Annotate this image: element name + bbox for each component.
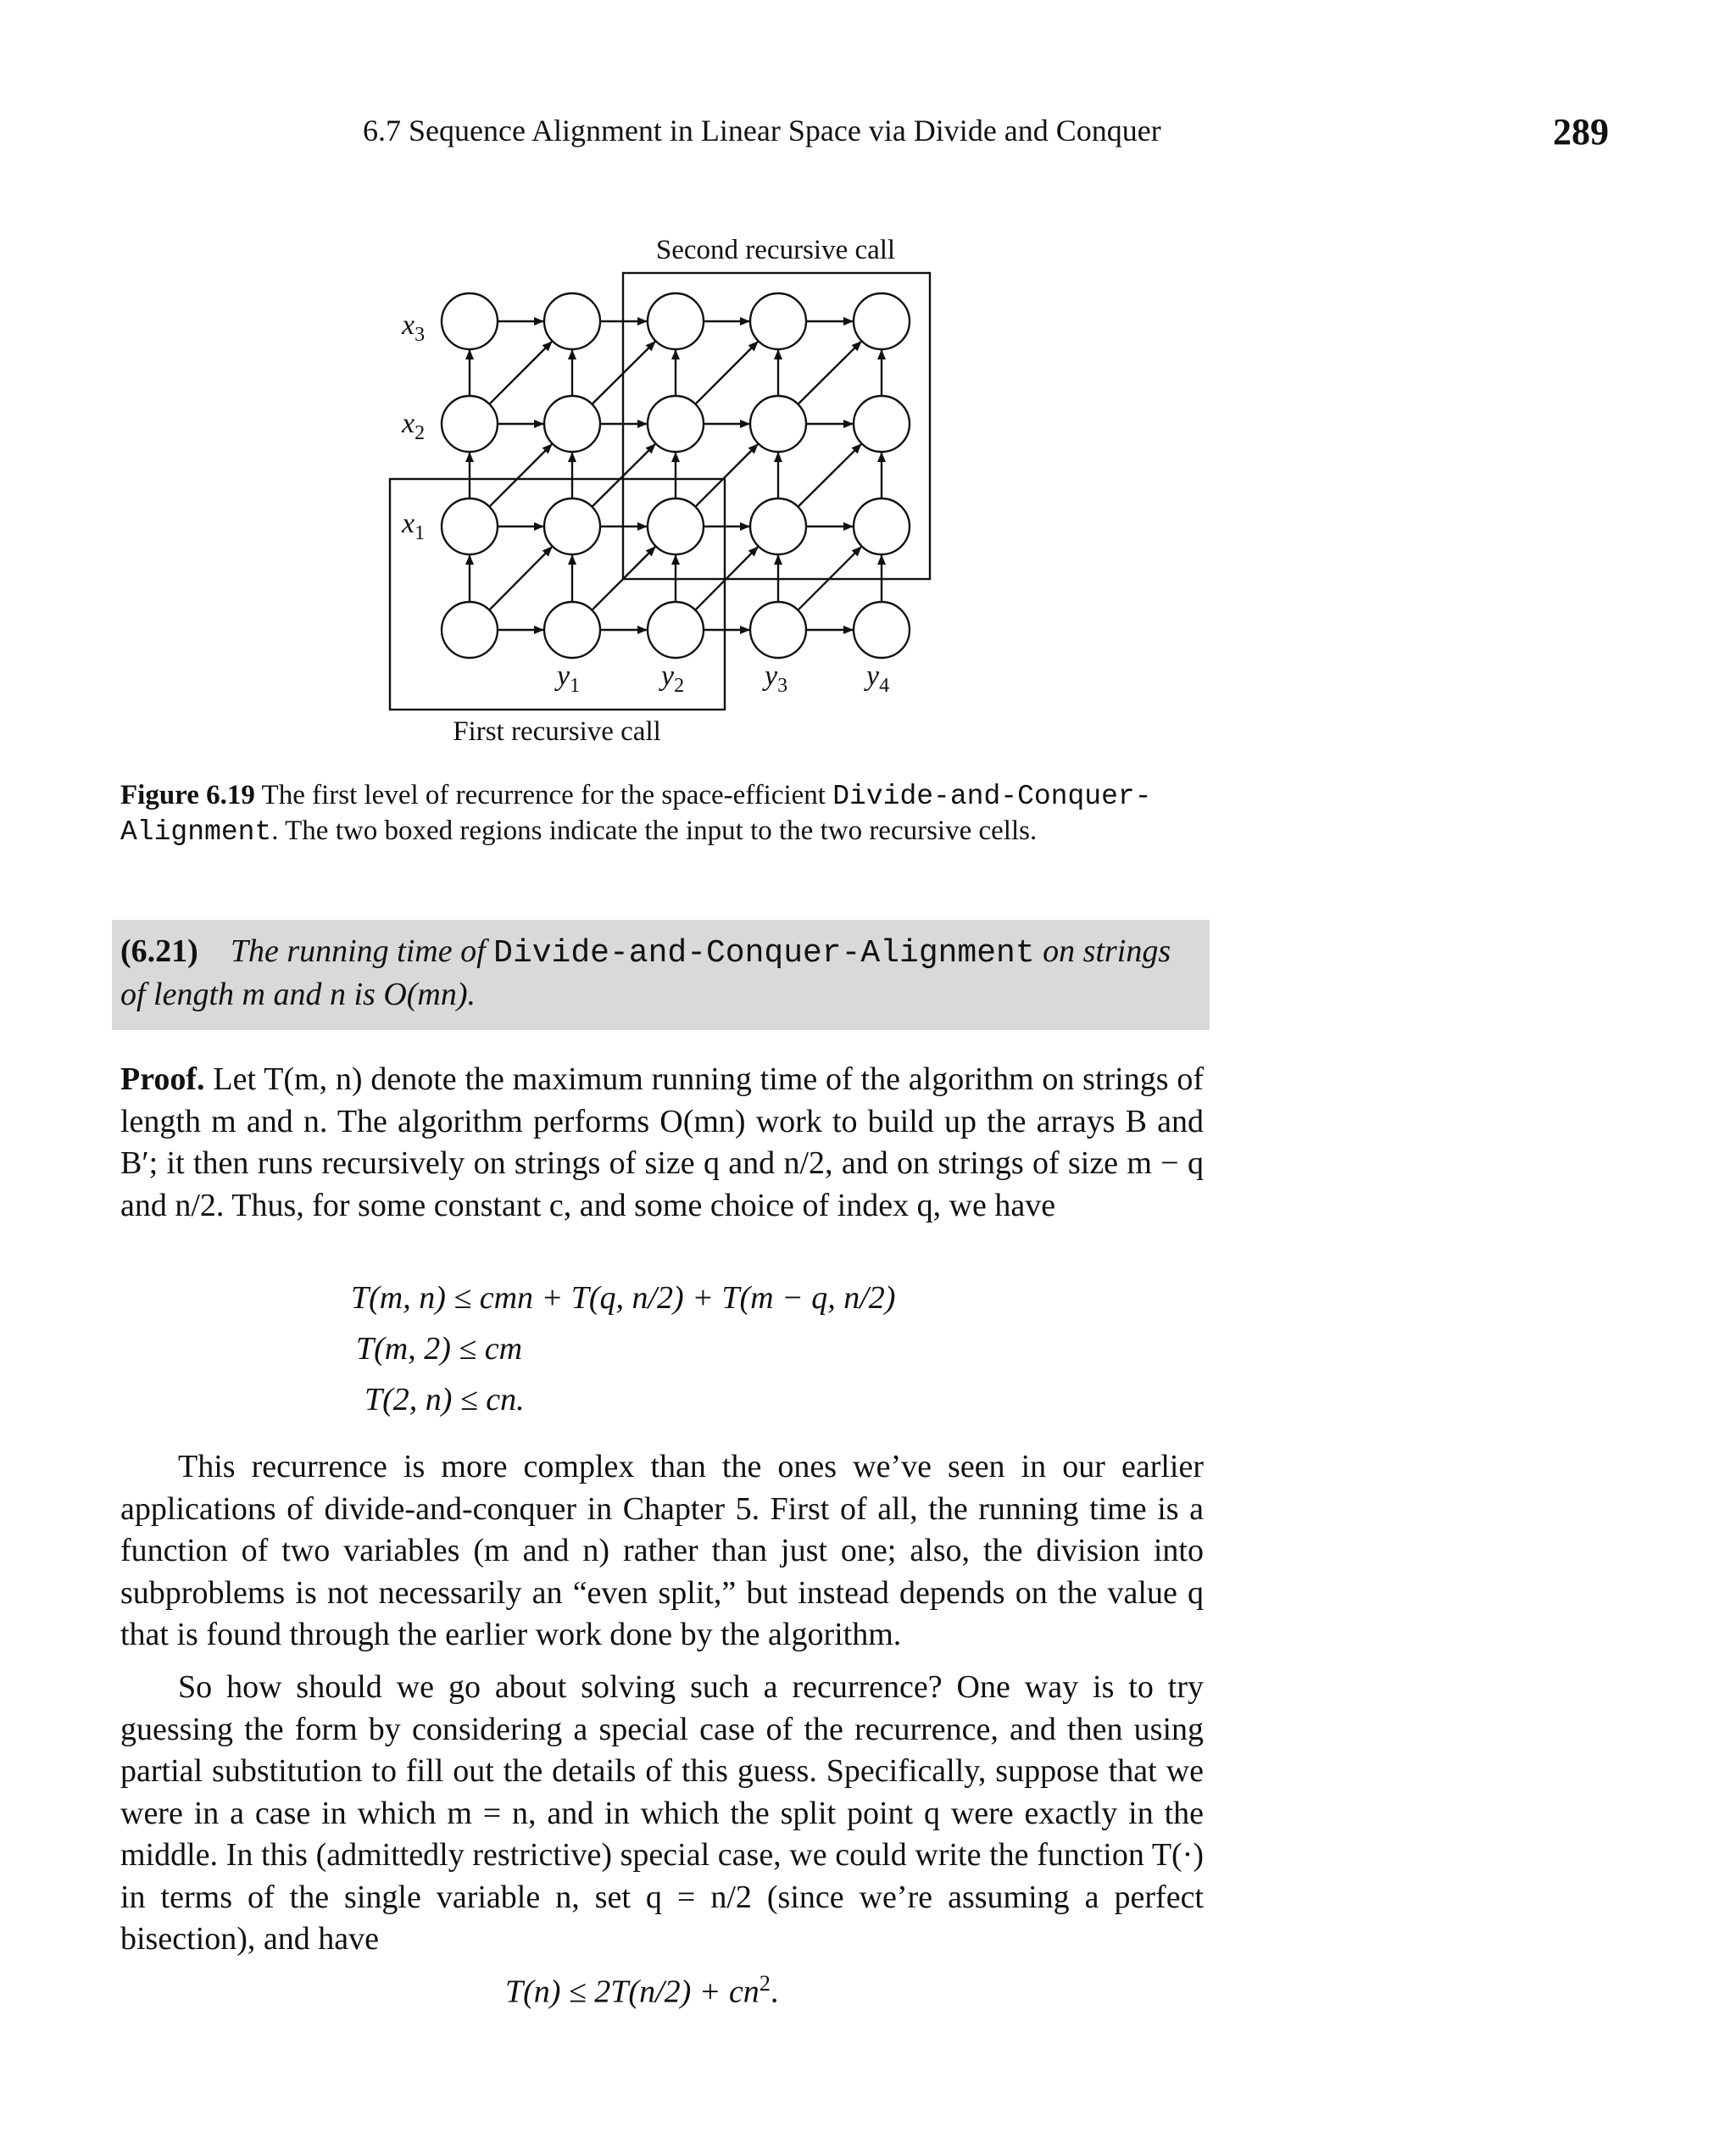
final-equation [505, 1971, 778, 2011]
grid-node [442, 602, 498, 658]
col-label-y3: $y_3$ [765, 660, 788, 697]
theorem-text-1: The running time of [230, 933, 494, 969]
final-equation-body: T(n) ≤ 2T(n/2) + cn [505, 1974, 760, 2010]
equation-2: T(m, 2) ≤ cm [356, 1331, 523, 1367]
grid-edge-diagonal [798, 444, 860, 507]
equation-1: T(m, n) ≤ cmn + T(q, n/2) + T(m − q, n/2) [351, 1280, 896, 1316]
figure-caption [120, 778, 1204, 849]
body-paragraph-2: This recurrence is more complex than the ones we’ve seen in our earlier applications of divide-and-conquer in Chapter 5. First of all, the running time is a function of two variables (m and n) rather than just one; also, the division into subproblems is not necessarily an “even split,” but instead depends on the value q that is found through the earlier work done by the algorithm. [120, 1449, 1204, 1652]
grid-node [854, 602, 910, 658]
grid-edge-diagonal [489, 547, 552, 610]
grid-node [854, 293, 910, 349]
row-label-x1: $x_1$ [402, 508, 426, 544]
grid-node [854, 396, 910, 452]
grid-node [750, 293, 806, 349]
grid-node [544, 498, 600, 554]
grid-node [442, 293, 498, 349]
grid-node [442, 498, 498, 554]
grid-node [750, 498, 806, 554]
running-head: 6.7 Sequence Alignment in Linear Space via Divide and Conquer [363, 114, 1161, 148]
equation-3: T(2, n) ≤ cn. [364, 1382, 525, 1417]
theorem-statement [120, 931, 1204, 1015]
grid-node [648, 602, 704, 658]
row-label-x3: $x_3$ [402, 309, 426, 346]
second-recursive-call-label: Second recursive call [655, 235, 896, 265]
figure-caption-text-2: . The two boxed regions indicate the input to the two recursive cells. [271, 816, 1038, 846]
grid-node [648, 498, 704, 554]
grid-edge-diagonal [695, 444, 758, 507]
theorem-text-2: on strings of length m and n is O(mn). [120, 933, 1171, 1012]
col-label-y2: $y_2$ [661, 660, 685, 697]
figure-caption-label: Figure 6.19 [120, 780, 255, 810]
proof-text: Let T(m, n) denote the maximum running time of the algorithm on strings of length m and n. The algorithm performs O(mn) work to build up the arrays B and B′; it then runs recursively on strings of size q and n/2, and on strings of size m − q and n/2. Thus, for some constant c, and some choice of index q, we have [120, 1061, 1204, 1223]
grid-edge-diagonal [489, 342, 552, 404]
alignment-grid-figure [0, 0, 1736, 763]
grid-edge-diagonal [489, 444, 552, 507]
final-equation-exponent: 2 [759, 1971, 771, 1996]
grid-node [442, 396, 498, 452]
grid-node [544, 293, 600, 349]
grid-edges [470, 321, 882, 630]
theorem-code: Divide-and-Conquer-Alignment [493, 935, 1035, 972]
figure-caption-code: Divide-and-Conquer-Alignment [120, 781, 1152, 848]
figure-caption-text-1: The first level of recurrence for the space-efficient [254, 780, 833, 810]
page-number: 289 [1553, 111, 1609, 153]
grid-node [750, 602, 806, 658]
first-recursive-call-label: First recursive call [453, 716, 661, 747]
col-label-y4: $y_4$ [866, 660, 890, 697]
body-paragraph-3: So how should we go about solving such a recurrence? One way is to try guessing the form by considering a special case of the recurrence, and then using partial substitution to fill out the details of this guess. Specifically, suppose that we were in a case in which m = n, and in which the split point q were exactly in the middle. In this (admittedly restrictive) special case, we could write the function T(·) in terms of the single variable n, set q = n/2 (since we’re assuming a perfect bisection), and have [120, 1669, 1204, 1957]
theorem-number: (6.21) [120, 933, 198, 969]
row-label-x2: $x_2$ [402, 408, 426, 444]
grid-node [648, 293, 704, 349]
grid-node [544, 602, 600, 658]
grid-node [854, 498, 910, 554]
proof-paragraph [120, 1059, 1204, 1227]
proof-label: Proof. [120, 1061, 205, 1097]
final-equation-end: . [770, 1974, 779, 2010]
grid-node [750, 396, 806, 452]
grid-node [544, 396, 600, 452]
grid-edge-diagonal [695, 342, 758, 404]
grid-edge-diagonal [798, 342, 860, 404]
col-label-y1: $y_1$ [557, 660, 581, 697]
grid-node [648, 396, 704, 452]
